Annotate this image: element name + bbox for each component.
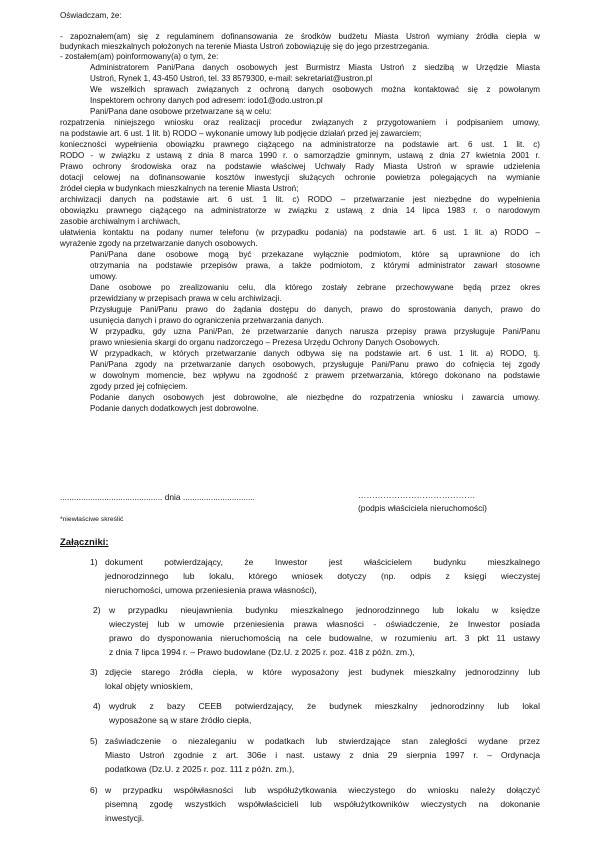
rodo-recipients-line: Pani/Pana dane osobowe mogą być przekazane wyłącznie podmiotom, które są uprawnione do ich bbox=[90, 250, 540, 259]
attachment-line: pisemną zgodę wszystkich współwłaścicieli lub współużytkowników wieczystych na dokonanie bbox=[105, 799, 540, 809]
rodo-administrator-line: Administratorem Pani/Pana danych osobowych jest Burmistrz Miasta Ustroń z siedzibą w Urzędzie Miasta bbox=[90, 63, 540, 72]
rodo-iod-line: Inspektorem ochrony danych pod adresem: iodo1@odo.ustron.pl bbox=[90, 96, 323, 105]
signature-line: …………………………………… bbox=[358, 490, 476, 500]
attachment-line: wydruk z bazy CEEB potwierdzający, że budynek mieszkalny jednorodzinny lub lokal bbox=[109, 701, 540, 711]
declaration-regulamin-line: - zapoznałem(am) się z regulaminem dofinansowania ze środków budżetu Miasta Ustroń wymiany źródła ciepła w bbox=[60, 32, 540, 41]
rodo-voluntary-line: Podanie danych osobowych jest dobrowolne, ale niezbędne do rozpatrzenia wniosku i zawarcia umowy. bbox=[90, 393, 540, 402]
rodo-purpose-line: archiwizacji danych na podstawie art. 6 ust. 1 lit. c) RODO – przetwarzanie jest niezbędne do wypełnienia bbox=[60, 195, 540, 204]
rodo-purpose-line: zasobie archiwalnym i archiwach, bbox=[60, 217, 181, 226]
rodo-consent-line: w dowolnym momencie, bez wpływu na zgodność z prawem przetwarzania, którego dokonano na podstawie bbox=[90, 371, 540, 380]
rodo-consent-line: zgody przed jej cofnięciem. bbox=[90, 382, 188, 391]
rodo-purpose-line: RODO - w związku z ustawą z dnia 8 marca 1990 r. o samorządzie gminnym, ustawą z dnia 27 kwietnia 2001 r. bbox=[60, 151, 540, 160]
rodo-purpose-line: konieczności wypełnienia obowiązku prawnego ciążącego na administratorze na podstawie art. 6 ust. 1 lit. c) bbox=[60, 140, 540, 149]
attachment-line: zdjęcie starego źródła ciepła, w które wyposażony jest budynek mieszkalny jednorodzinny lub bbox=[105, 667, 540, 677]
rodo-purpose-line: obowiązku prawnego ciążącego na administratorze w związku z ustawą z dnia 14 lipca 1983 r. o narodowym bbox=[60, 206, 540, 215]
rodo-rights-line: Przysługuje Pani/Panu prawo do żądania dostępu do danych, prawo do sprostowania danych, prawo do bbox=[90, 305, 540, 314]
rodo-recipients-line: otrzymania na podstawie przepisów prawa, a także podmiotom, z którymi administrator zawarł stosowne bbox=[90, 261, 540, 270]
attachment-line: prawo do dysponowania nieruchomością na cele budowalne, w rozumieniu art. 3 pkt 11 ustawy bbox=[109, 633, 540, 643]
rodo-purpose-line: rozpatrzenia niniejszego wniosku oraz realizacji procedur związanych z przygotowaniem i podpisaniem umowy, bbox=[60, 118, 540, 127]
declaration-poinformowany: - zostałem(am) poinformowany(a) o tym, że: bbox=[60, 52, 219, 61]
declaration-regulamin-line: budynkach mieszkalnych położonych na terenie Miasta Ustroń zobowiązuję się do jego przestrzegania. bbox=[60, 42, 430, 51]
attachment-number: 2) bbox=[93, 605, 101, 615]
attachment-line: nieruchomości, umowa przeniesienia prawa własności), bbox=[105, 585, 317, 595]
attachment-number: 6) bbox=[90, 785, 98, 795]
attachment-number: 4) bbox=[93, 701, 101, 711]
rodo-purpose-line: na podstawie art. 6 ust. 1 lit. b) RODO – wykonanie umowy lub podjęcie działań przed jej zawarciem; bbox=[60, 129, 422, 138]
rodo-complaint-line: W przypadku, gdy uzna Pani/Pan, że przetwarzanie danych narusza przepisy prawa przysługuje Pani/Panu bbox=[90, 327, 540, 336]
attachment-line: Miasto Ustroń zgodnie z art. 306e i nast. ustawy z dnia 29 sierpnia 1997 r. – Ordynacja bbox=[105, 750, 540, 760]
rodo-retention-line: przewidziany w przepisach prawa w celu archiwizacji. bbox=[90, 294, 282, 303]
rodo-purpose-line: ułatwienia kontaktu na podany numer telefonu (w przypadku podania) na podstawie art. 6 ust. 1 lit. a) RODO – bbox=[60, 228, 540, 237]
attachment-number: 1) bbox=[90, 557, 98, 567]
rodo-voluntary-line: Podanie danych dodatkowych jest dobrowolne. bbox=[90, 404, 259, 413]
rodo-retention-line: Dane osobowe po zrealizowaniu celu, dla którego zostały zebrane przechowywane będą przez okres bbox=[90, 283, 540, 292]
attachment-line: lokal objęty wnioskiem, bbox=[105, 681, 193, 691]
rodo-purpose-heading: Pani/Pana dane osobowe przetwarzane są w celu: bbox=[90, 107, 272, 116]
footnote: *niewłaściwe skreślić bbox=[60, 516, 124, 523]
attachments-title: Załączniki: bbox=[60, 537, 109, 548]
rodo-consent-line: W przypadkach, w których przetwarzanie danych odbywa się na podstawie art. 6 ust. 1 lit. a) RODO, tj. bbox=[90, 349, 540, 358]
rodo-consent-line: Pani/Pana zgody na przetwarzanie danych osobowych, przysługuje Pani/Panu prawo do cofnięcia tej zgody bbox=[90, 360, 540, 369]
attachment-line: inwestycji. bbox=[105, 813, 145, 823]
attachment-line: podatkowa (Dz.U. z 2025 r. poz. 111 z późn. zm.), bbox=[105, 764, 295, 774]
attachment-line: dokument potwierdzający, że Inwestor jest właścicielem budynku mieszkalnego bbox=[105, 557, 540, 567]
rodo-iod-line: We wszelkich sprawach związanych z ochroną danych osobowych można kontaktować się z powołanym bbox=[90, 85, 540, 94]
attachment-line: wyposażone są w stare źródło ciepła, bbox=[109, 715, 252, 725]
rodo-recipients-line: umowy. bbox=[90, 272, 118, 281]
signature-caption: (podpis właściciela nieruchomości) bbox=[358, 503, 487, 513]
rodo-purpose-line: wyrażenie zgody na przetwarzanie danych osobowych. bbox=[60, 239, 258, 248]
attachment-number: 3) bbox=[90, 667, 98, 677]
attachment-line: w przypadku nieujawnienia budynku mieszkalnego jednorodzinnego lub lokalu w księdze bbox=[109, 605, 540, 615]
rodo-purpose-line: dotacji celowej na dofinansowanie kosztów inwestycji służących ochronie powietrza polegających na wymianie bbox=[60, 173, 540, 182]
signature-date-line: ............................................ dnia ............................... bbox=[60, 492, 256, 502]
attachment-line: z dnia 7 lipca 1994 r. – Prawo budowlane (Dz.U. z 2025 r. poz. 418 z późn. zm.), bbox=[109, 647, 415, 657]
attachment-number: 5) bbox=[90, 736, 98, 746]
attachment-line: wieczystej lub w umowie przeniesienia prawa własności - oświadczenie, że Inwestor posiada bbox=[109, 619, 540, 629]
rodo-complaint-line: prawo wniesienia skargi do organu nadzorczego – Prezesa Urzędu Ochrony Danych Osobowych. bbox=[90, 338, 440, 347]
rodo-purpose-line: Prawo ochrony środowiska oraz na podstawie właściwej Uchwały Rady Miasta Ustroń w sprawie udzielenia bbox=[60, 162, 540, 171]
attachment-line: w przypadku współwłasności lub współużytkowania wieczystego do wniosku należy dołączyć bbox=[105, 785, 540, 795]
attachment-line: zaświadczenie o niezaleganiu w podatkach lub stwierdzające stan zaległości wydane przez bbox=[105, 736, 540, 746]
rodo-purpose-line: źródeł ciepła w budynkach mieszkalnych na terenie Miasta Ustroń; bbox=[60, 184, 299, 193]
declaration-header: Oświadczam, że: bbox=[60, 11, 122, 20]
rodo-administrator-line: Ustroń, Rynek 1, 43-450 Ustroń, tel. 33 8579300, e-mail: sekretariat@ustron.pl bbox=[90, 74, 373, 83]
attachment-line: jednorodzinnego lub lokalu, którego wniosek dotyczy (np. odpis z księgi wieczystej bbox=[105, 571, 540, 581]
rodo-rights-line: usunięcia danych i prawo do ograniczenia przetwarzania danych. bbox=[90, 316, 324, 325]
